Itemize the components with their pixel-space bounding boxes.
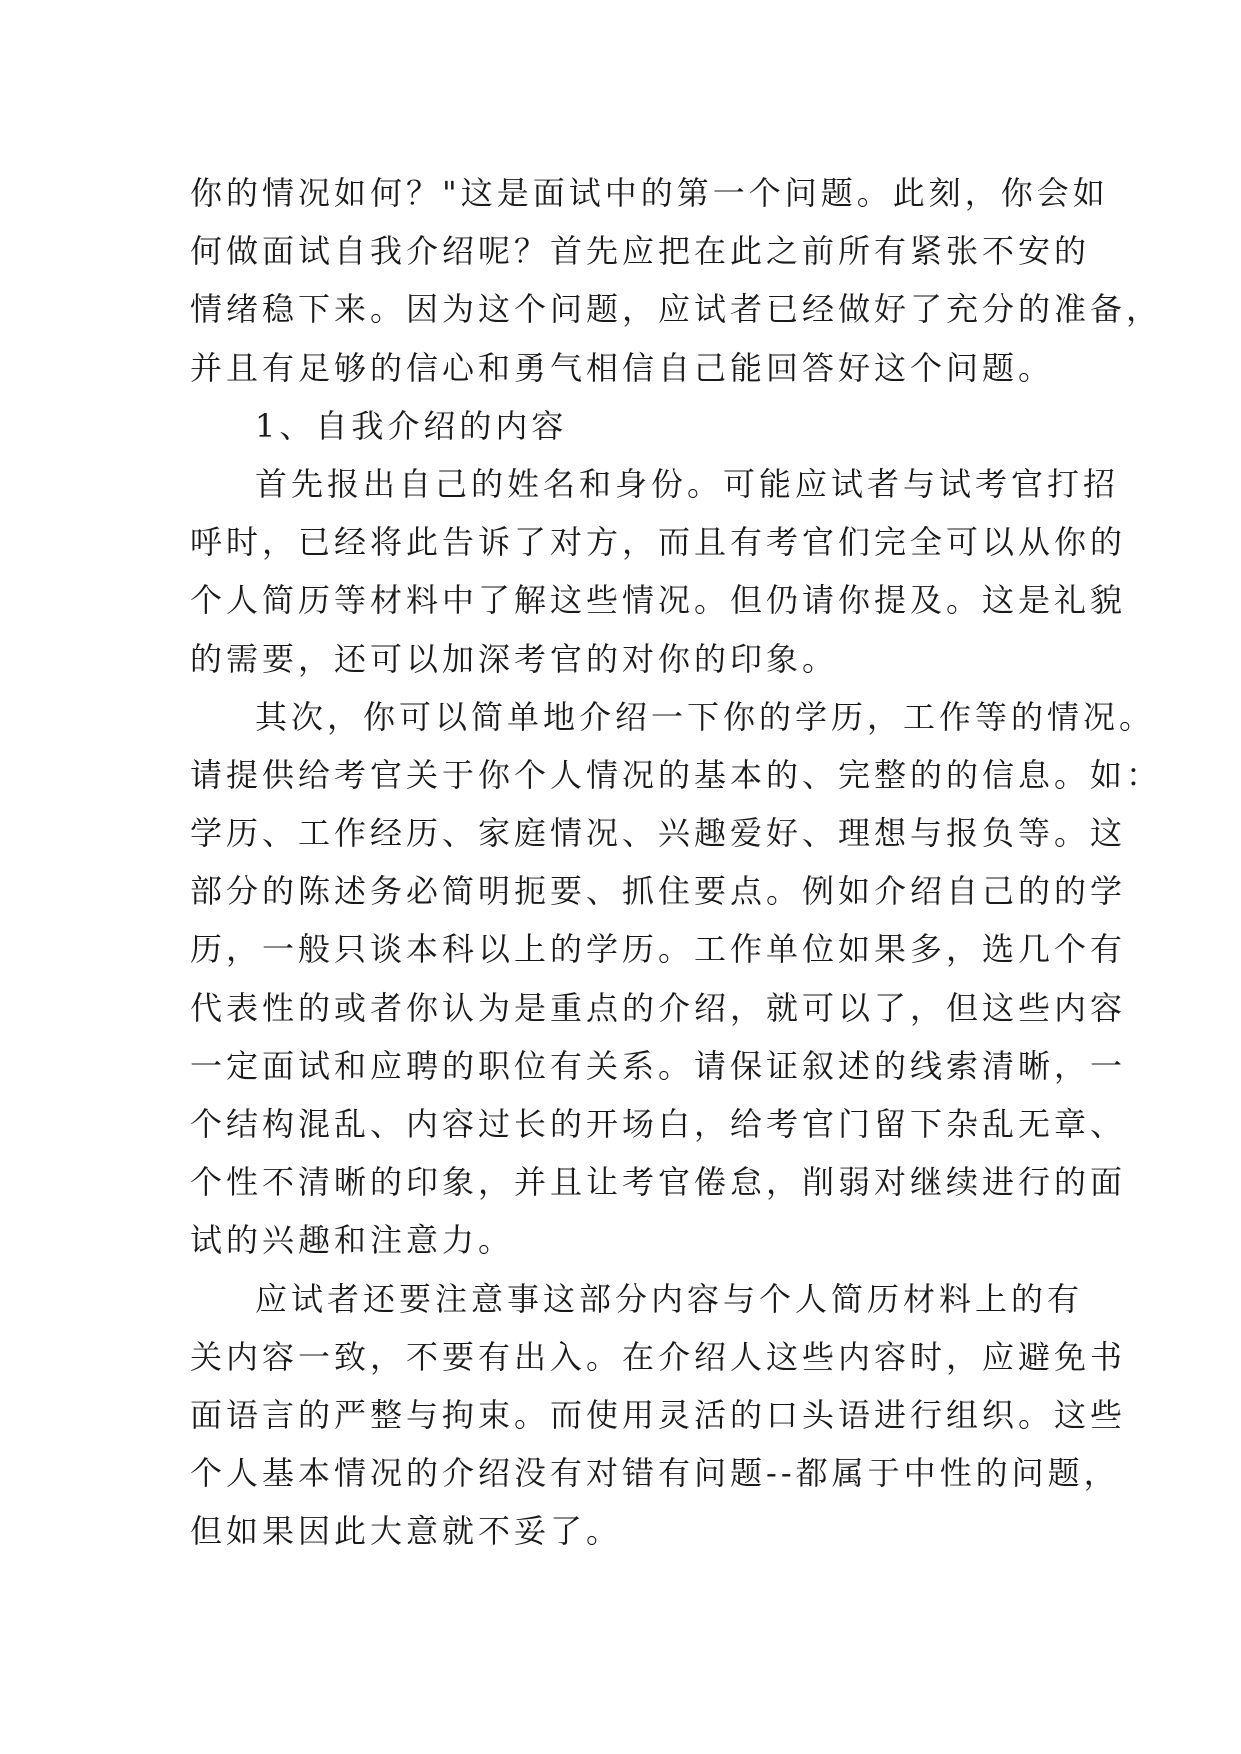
text-line: 关内容一致，不要有出入。在介绍人这些内容时，应避免书	[190, 1337, 1127, 1376]
paragraph-start-line: 应试者还要注意事这部分内容与个人简历材料上的有	[255, 1279, 1084, 1318]
text-line: 呼时，已经将此告诉了对方，而且有考官们完全可以从你的	[190, 523, 1127, 562]
text-line: 一定面试和应聘的职位有关系。请保证叙述的线索清晰，一	[190, 1046, 1127, 1085]
text-line: 历，一般只谈本科以上的学历。工作单位如果多，选几个有	[190, 930, 1127, 969]
text-line: 部分的陈述务必简明扼要、抓住要点。例如介绍自己的的学	[190, 872, 1127, 911]
text-line: 面语言的严整与拘束。而使用灵活的口头语进行组织。这些	[190, 1395, 1127, 1434]
text-line: 并且有足够的信心和勇气相信自己能回答好这个问题。	[190, 348, 1055, 387]
text-line: 个人简历等材料中了解这些情况。但仍请你提及。这是礼貌	[190, 581, 1127, 620]
text-line: 情绪稳下来。因为这个问题，应试者已经做好了充分的准备，	[190, 290, 1163, 329]
text-line: 但如果因此大意就不妥了。	[190, 1512, 623, 1551]
paragraph-start-line: 首先报出自己的姓名和身份。可能应试者与试考官打招	[255, 464, 1120, 503]
section-heading: 1、自我介绍的内容	[255, 406, 568, 445]
text-line: 的需要，还可以加深考官的对你的印象。	[190, 639, 839, 678]
text-line: 个人基本情况的介绍没有对错有问题--都属于中性的问题，	[190, 1454, 1120, 1493]
text-line: 代表性的或者你认为是重点的介绍，就可以了，但这些内容	[190, 988, 1127, 1027]
text-line: 试的兴趣和注意力。	[190, 1221, 515, 1260]
text-line: 何做面试自我介绍呢？首先应把在此之前所有紧张不安的	[190, 232, 1091, 271]
text-line: 个结构混乱、内容过长的开场白，给考官门留下杂乱无章、	[190, 1105, 1127, 1143]
text-line: 学历、工作经历、家庭情况、兴趣爱好、理想与报负等。这	[190, 814, 1127, 853]
text-line: 个性不清晰的印象，并且让考官倦怠，削弱对继续进行的面	[190, 1163, 1127, 1202]
text-line: 请提供给考官关于你个人情况的基本的、完整的的信息。如：	[190, 755, 1163, 794]
text-line: 你的情况如何？"这是面试中的第一个问题。此刻，你会如	[190, 174, 1109, 212]
paragraph-start-line: 其次，你可以简单地介绍一下你的学历，工作等的情况。	[255, 697, 1156, 736]
body-text	[190, 164, 1163, 1561]
